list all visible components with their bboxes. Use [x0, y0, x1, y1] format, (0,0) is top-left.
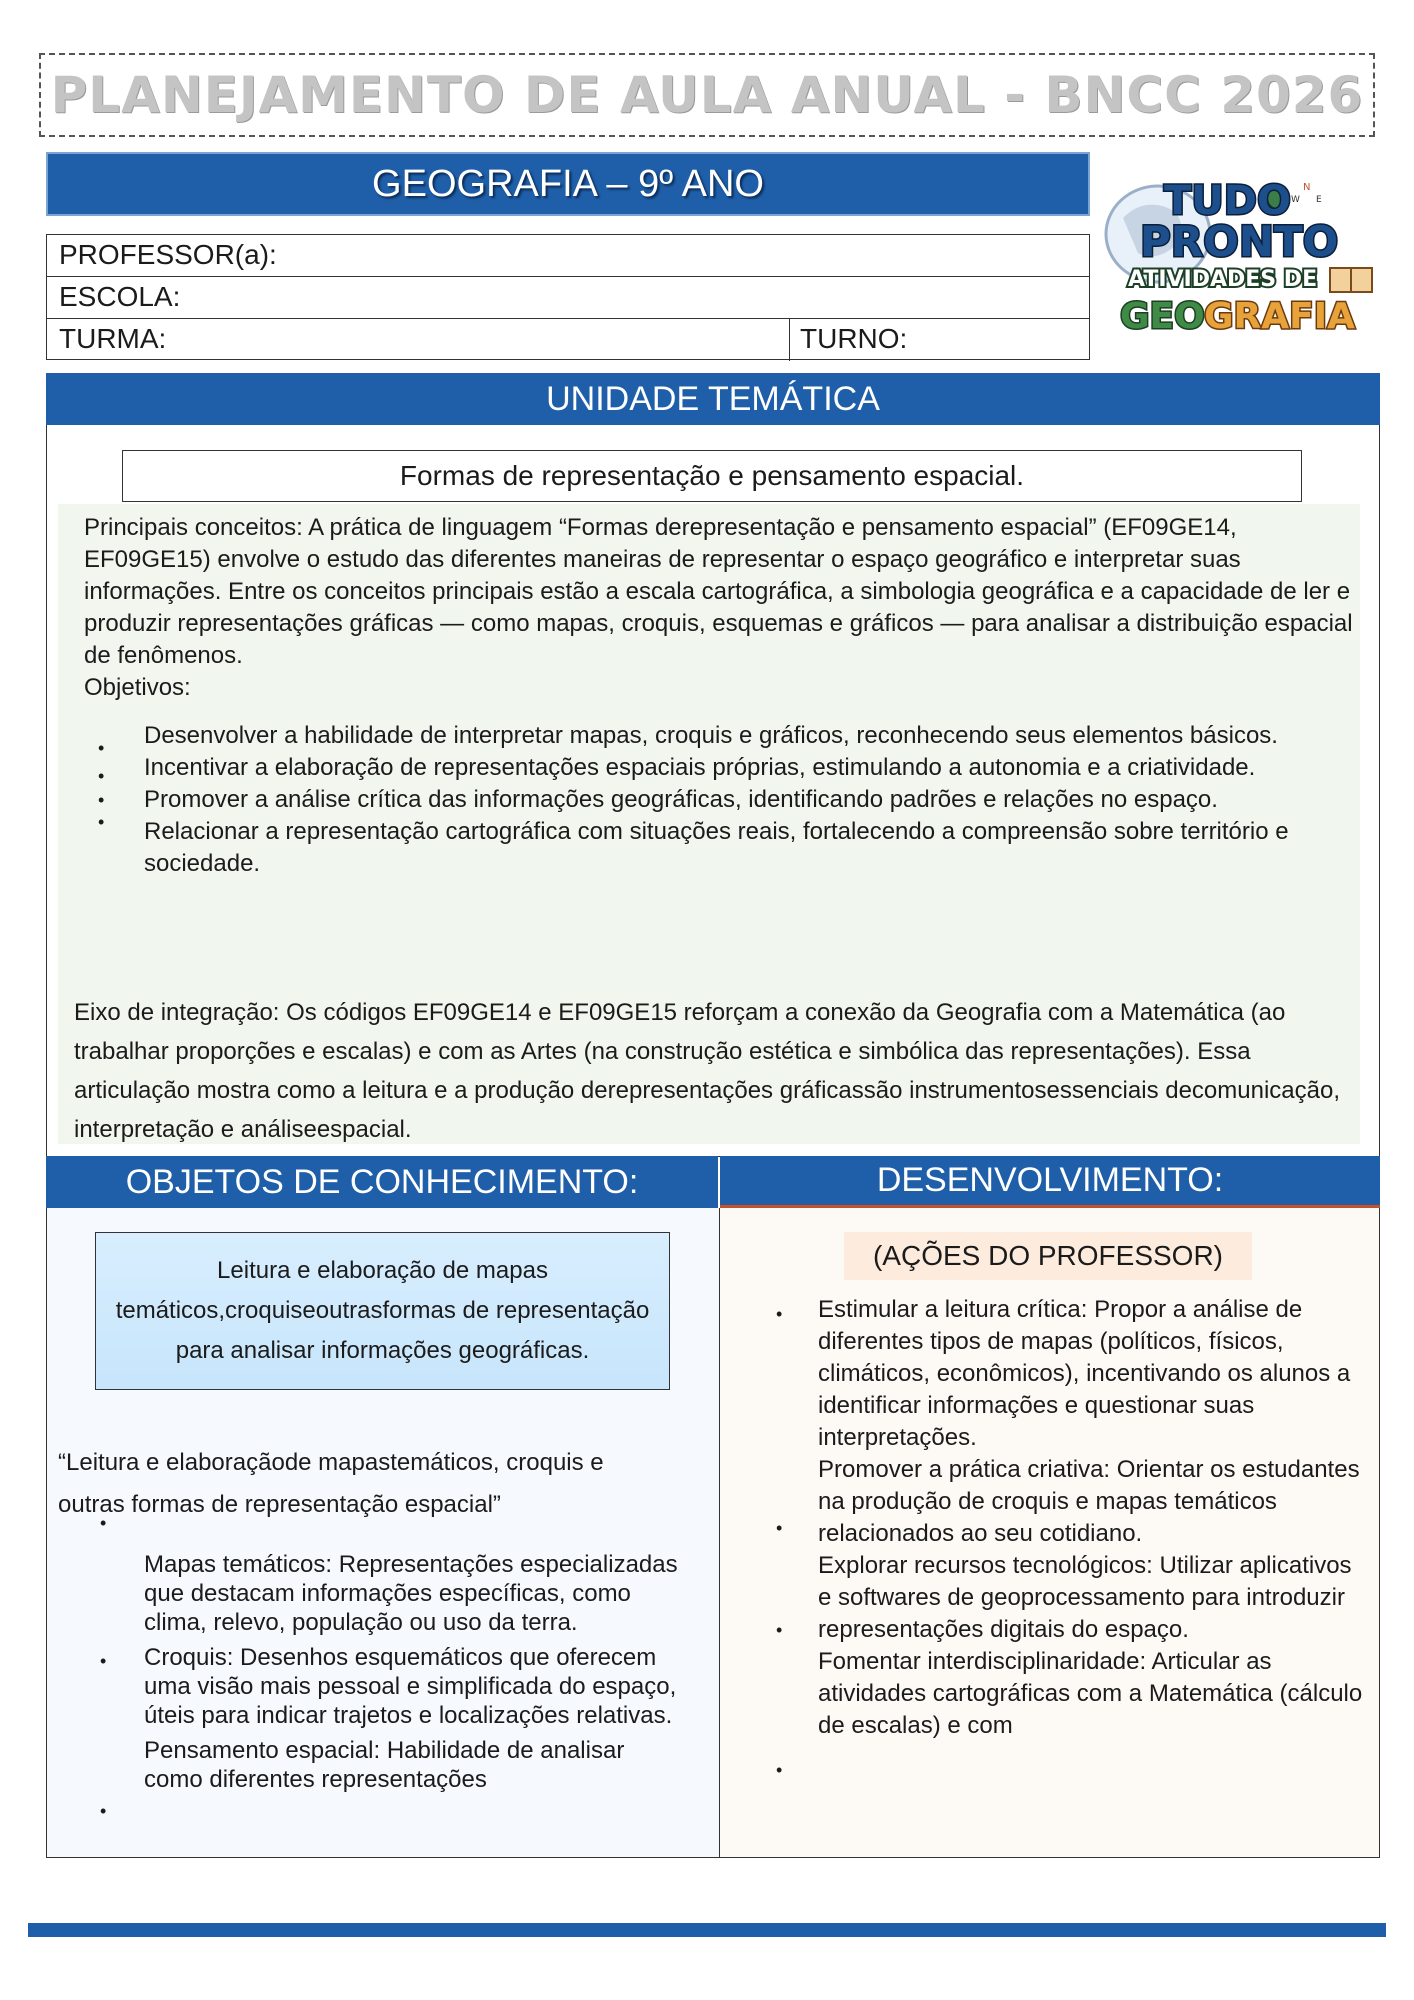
objectives-list: [144, 720, 1354, 880]
desenvolvimento-header: [720, 1156, 1380, 1208]
objetos-header: [46, 1156, 718, 1208]
subject-title: GEOGRAFIA – 9º ANO: [372, 162, 764, 205]
concepts-paragraph: [84, 512, 1354, 704]
objective-item: Promover a análise crítica das informações geográficas, identificando padrões e relações no espaço.: [144, 786, 1218, 813]
turno-cell[interactable]: [789, 319, 907, 361]
footer-bar: [28, 1923, 1386, 1937]
turma-row[interactable]: [47, 319, 1089, 361]
bullet-icon: •: [776, 1304, 783, 1324]
bullet-icon: •: [100, 1513, 107, 1533]
bullet-icon: •: [98, 738, 105, 758]
acoes-box: [844, 1232, 1252, 1280]
objetos-item: Mapas temáticos: Representações especializadas que destacam informações específicas, como clima, relevo, população ou uso da terra.: [144, 1551, 678, 1636]
document-title-frame: [39, 53, 1375, 137]
escola-label: ESCOLA:: [59, 281, 181, 312]
svg-text:GEO: GEO: [1120, 296, 1205, 337]
desenvolvimento-title: DESENVOLVIMENTO:: [876, 1161, 1224, 1199]
svg-text:E: E: [1316, 195, 1322, 205]
brand-logo: [1098, 168, 1380, 348]
integration-axis-text: Eixo de integração: Os códigos EF09GE14 e EF09GE15 reforçam a conexão da Geografia com a Matemática (ao trabalhar proporções e escalas) e com as Artes (na construção estética e simbólica das representações). Essa articulação mostra como a leitura e a produção derepresentações gráficassão instrumentosessenciais decomunicação, interpretação e análiseespacial.: [74, 999, 1341, 1143]
theme-box: [122, 450, 1302, 502]
bullet-icon: •: [100, 1651, 107, 1671]
professor-row[interactable]: [47, 235, 1089, 277]
svg-text:GRAFIA: GRAFIA: [1204, 296, 1355, 337]
desenvolvimento-items: [818, 1294, 1370, 1742]
theme-text: Formas de representação e pensamento espacial.: [399, 460, 1025, 491]
desenvolvimento-item: Promover a prática criativa: Orientar os estudantes na produção de croquis e mapas temáticos relacionados ao seu cotidiano.: [818, 1456, 1360, 1547]
escola-row[interactable]: [47, 277, 1089, 319]
professor-label: PROFESSOR(a):: [59, 239, 277, 270]
bullet-icon: •: [776, 1518, 783, 1538]
desenvolvimento-item: Fomentar interdisciplinaridade: Articular as atividades cartográficas com a Matemática (cálculo de escalas) e com: [818, 1648, 1363, 1739]
svg-text:TUDO: TUDO: [1164, 178, 1291, 224]
objectives-label: Objetivos:: [84, 674, 191, 701]
bullet-icon: •: [776, 1760, 783, 1780]
bullet-icon: •: [98, 812, 105, 832]
unidade-header: [46, 373, 1380, 425]
object-box: [95, 1232, 670, 1390]
svg-text:W: W: [1291, 195, 1300, 205]
subject-bar: [46, 152, 1090, 216]
acoes-title: (AÇÕES DO PROFESSOR): [872, 1240, 1224, 1271]
svg-text:ATIVIDADES DE: ATIVIDADES DE: [1128, 267, 1318, 292]
svg-text:N: N: [1303, 182, 1311, 193]
bullet-icon: •: [776, 1620, 783, 1640]
bullet-icon: •: [98, 766, 105, 786]
objective-item: Desenvolver a habilidade de interpretar mapas, croquis e gráficos, reconhecendo seus elementos básicos.: [144, 722, 1278, 749]
unidade-title: UNIDADE TEMÁTICA: [546, 379, 880, 418]
object-quote: “Leitura e elaboraçãode mapastemáticos, croquis e outras formas de representação espacial”: [58, 1449, 604, 1518]
objetos-item: Croquis: Desenhos esquemáticos que oferecem uma visão mais pessoal e simplificada do espaço, úteis para indicar trajetos e localizações relativas.: [144, 1644, 677, 1729]
turno-label: TURNO:: [800, 323, 908, 354]
desenvolvimento-item: Estimular a leitura crítica: Propor a análise de diferentes tipos de mapas (políticos, físicos, climáticos, econômicos), incentivando os alunos a identificar informações e questionar suas interpretações.: [818, 1296, 1351, 1451]
bullet-icon: •: [98, 790, 105, 810]
objetos-item: Pensamento espacial: Habilidade de analisar como diferentes representações: [144, 1737, 625, 1793]
bullet-icon: •: [100, 1801, 107, 1821]
object-box-text: Leitura e elaboração de mapas temáticos,croquiseoutrasformas de representação para analisar informações geográficas.: [115, 1257, 650, 1364]
objetos-items: [144, 1550, 684, 1794]
objective-item: Relacionar a representação cartográfica com situações reais, fortalecendo a compreensão sobre território e sociedade.: [144, 818, 1289, 877]
turma-label: TURMA:: [59, 323, 167, 354]
objective-item: Incentivar a elaboração de representações espaciais próprias, estimulando a autonomia e a criatividade.: [144, 754, 1256, 781]
svg-text:PRONTO: PRONTO: [1140, 217, 1339, 266]
info-table: [46, 234, 1090, 360]
desenvolvimento-item: Explorar recursos tecnológicos: Utilizar aplicativos e softwares de geoprocessamento para introduzir representações digitais do espaço.: [818, 1552, 1352, 1643]
objetos-title: OBJETOS DE CONHECIMENTO:: [125, 1162, 639, 1201]
document-title: PLANEJAMENTO DE AULA ANUAL - BNCC 2026: [50, 66, 1364, 124]
concepts-text: Principais conceitos: A prática de linguagem “Formas derepresentação e pensamento espacial” (EF09GE14, EF09GE15) envolve o estudo das diferentes maneiras de representar o espaço geográfico e interpretar suas informações. Entre os conceitos principais estão a escala cartográfica, a simbologia geográfica e a capacidade de ler e produzir representações gráficas — como mapas, croquis, esquemas e gráficos — para analisar a distribuição espacial de fenômenos.: [84, 514, 1353, 669]
globe-logo-icon: [1098, 168, 1380, 348]
